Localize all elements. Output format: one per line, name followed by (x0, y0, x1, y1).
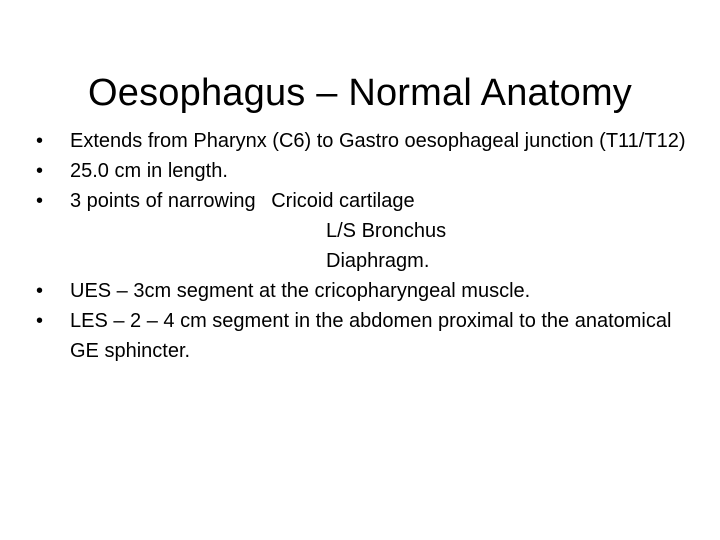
bullet-text: 3 points of narrowing (70, 190, 256, 212)
narrowing-point-bronchus: L/S Bronchus (326, 220, 447, 242)
bullet-item-extent (36, 126, 686, 156)
narrowing-point-diaphragm: Diaphragm. (326, 250, 430, 272)
bullet-icon: • (36, 130, 44, 152)
bullet-icon: • (36, 310, 44, 332)
bullet-icon: • (36, 280, 44, 302)
bullet-item-narrowing (36, 186, 686, 276)
bullet-list (36, 126, 686, 366)
bullet-text: LES – 2 – 4 cm segment in the abdomen proximal to the anatomical GE sphincter. (70, 310, 672, 362)
narrowing-point-cricoid: Cricoid cartilage (271, 190, 415, 212)
bullet-text: UES – 3cm segment at the cricopharyngeal muscle. (70, 280, 531, 302)
bullet-item-les (36, 306, 686, 366)
bullet-text: Extends from Pharynx (C6) to Gastro oesophageal junction (T11/T12) (70, 130, 686, 152)
bullet-icon: • (36, 190, 44, 212)
bullet-text: 25.0 cm in length. (70, 160, 228, 182)
bullet-icon: • (36, 160, 44, 182)
bullet-item-length (36, 156, 686, 186)
slide-title: Oesophagus – Normal Anatomy (87, 72, 633, 115)
bullet-item-ues (36, 276, 686, 306)
